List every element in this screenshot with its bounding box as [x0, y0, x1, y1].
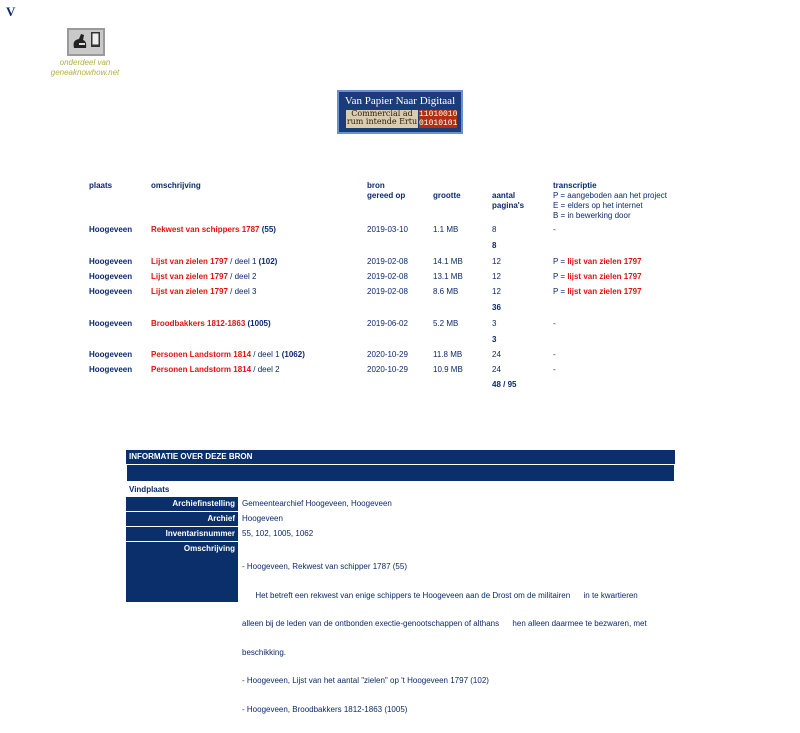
row-trans-link[interactable]: lijst van zielen 1797 — [567, 287, 642, 296]
total-pages: 48 / 95 — [492, 380, 517, 389]
row-suffix: / deel 1 — [227, 257, 257, 266]
header-grootte: grootte — [433, 191, 461, 200]
row-omschrijving — [151, 319, 271, 329]
row-title-link[interactable]: Personen Landstorm 1814 — [151, 365, 252, 374]
row-omschrijving — [151, 287, 256, 297]
subtotal: 8 — [492, 241, 497, 250]
row-code: (1062) — [279, 350, 305, 359]
label-archief: Archief — [126, 512, 238, 526]
row-date: 2020-10-29 — [367, 365, 408, 374]
banner-bits-line2: 01010101 — [419, 119, 458, 128]
header-bron-line1: bron — [367, 181, 385, 190]
row-plaats: Hoogeveen — [89, 319, 133, 328]
row-date: 2020-10-29 — [367, 350, 408, 359]
label-inventarisnummer: Inventarisnummer — [126, 527, 238, 541]
row-date: 2019-02-08 — [367, 287, 408, 296]
subtotal: 36 — [492, 303, 501, 312]
top-letter: V — [6, 4, 16, 19]
banner-bits-line1: 11010010 — [419, 110, 458, 119]
row-plaats: Hoogeveen — [89, 350, 133, 359]
header-transcriptie-label: transcriptie — [553, 181, 597, 190]
row-suffix: / deel 3 — [227, 287, 257, 296]
header-bron-line2: gereed op — [367, 191, 406, 200]
row-omschrijving — [151, 350, 305, 360]
row-pages: 8 — [492, 225, 497, 234]
row-title-link[interactable]: Rekwest van schippers 1787 — [151, 225, 260, 234]
genealogy-logo-icon[interactable] — [67, 28, 105, 56]
logo-caption-line2: geneaknowhow.net — [50, 68, 120, 77]
omschrijving-line: - Hoogeveen, Lijst van het aantal "zielen" op 't Hoogeveen 1797 (102) — [242, 676, 489, 685]
logo-caption-line1: onderdeel van — [59, 58, 111, 67]
info-title: INFORMATIE OVER DEZE BRON — [126, 450, 675, 464]
logo-caption[interactable] — [30, 58, 140, 78]
row-size: 5.2 MB — [433, 319, 459, 328]
label-archiefinstelling: Archiefinstelling — [126, 497, 238, 511]
omschrijving-line: beschikking. — [242, 647, 287, 657]
row-transcriptie — [553, 365, 556, 375]
row-suffix: / deel 2 — [227, 272, 257, 281]
row-title-link[interactable]: Personen Landstorm 1814 — [151, 350, 252, 359]
info-spacer-bar — [126, 464, 675, 482]
value-omschrijving — [242, 543, 647, 733]
subtotal: 3 — [492, 335, 497, 344]
header-transcriptie — [553, 181, 667, 221]
row-transcriptie — [553, 272, 642, 282]
row-size: 10.9 MB — [433, 365, 463, 374]
row-transcriptie — [553, 287, 642, 297]
row-transcriptie — [553, 257, 642, 267]
row-size: 8.6 MB — [433, 287, 459, 296]
header-bron — [367, 181, 405, 201]
row-title-link[interactable]: Lijst van zielen 1797 — [151, 257, 228, 266]
row-pages: 12 — [492, 287, 501, 296]
header-aantal-line2: pagina's — [492, 201, 525, 210]
row-title-link[interactable]: Lijst van zielen 1797 — [151, 272, 228, 281]
row-date: 2019-03-10 — [367, 225, 408, 234]
row-size: 13.1 MB — [433, 272, 463, 281]
row-trans-prefix: P = — [553, 287, 568, 296]
row-trans-link[interactable]: lijst van zielen 1797 — [567, 257, 642, 266]
info-section-vindplaats: Vindplaats — [129, 485, 170, 494]
banner-binary-image — [419, 110, 457, 128]
header-aantal-line1: aantal — [492, 191, 516, 200]
row-transcriptie — [553, 319, 556, 329]
legend-e: E = elders op het internet — [553, 201, 643, 210]
row-suffix: / deel 2 — [251, 365, 280, 374]
value-inventarisnummer: 55, 102, 1005, 1062 — [242, 529, 314, 538]
row-pages: 12 — [492, 272, 501, 281]
van-papier-naar-digitaal-banner[interactable] — [337, 90, 463, 134]
row-plaats: Hoogeveen — [89, 365, 133, 374]
row-omschrijving — [151, 365, 280, 375]
value-archiefinstelling: Gemeentearchief Hoogeveen, Hoogeveen — [242, 499, 392, 508]
row-title-link[interactable]: Lijst van zielen 1797 — [151, 287, 228, 296]
row-code: (1005) — [245, 319, 271, 328]
row-omschrijving — [151, 257, 277, 267]
row-transcriptie — [553, 225, 556, 235]
legend-p: P = aangeboden aan het project — [553, 191, 667, 200]
row-trans-prefix: P = — [553, 272, 568, 281]
row-pages: 12 — [492, 257, 501, 266]
header-plaats: plaats — [89, 181, 113, 190]
row-pages: 24 — [492, 350, 501, 359]
omschrijving-line: Het betreft een rekwest van enige schippers te Hoogeveen aan de Drost om de militairen in te kwartieren — [242, 590, 638, 600]
header-omschrijving: omschrijving — [151, 181, 201, 190]
legend-b: B = in bewerking door — [553, 211, 631, 220]
banner-title: Van Papier Naar Digitaal — [344, 95, 456, 107]
row-code: (102) — [256, 257, 278, 266]
row-plaats: Hoogeveen — [89, 287, 133, 296]
omschrijving-line: - Hoogeveen, Broodbakkers 1812-1863 (1005) — [242, 704, 408, 714]
row-size: 14.1 MB — [433, 257, 463, 266]
row-transcriptie — [553, 350, 556, 360]
row-pages: 3 — [492, 319, 497, 328]
row-date: 2019-02-08 — [367, 272, 408, 281]
row-trans-prefix: - — [553, 225, 556, 234]
row-pages: 24 — [492, 365, 501, 374]
row-size: 11.8 MB — [433, 350, 463, 359]
value-archief: Hoogeveen — [242, 514, 283, 523]
omschrijving-line: alleen bij de leden van de ontbonden exectie-genootschappen of althans hen alleen daarmee te bezwaren, met — [242, 619, 647, 628]
row-title-link[interactable]: Broodbakkers 1812-1863 — [151, 319, 246, 328]
row-suffix: / deel 1 — [251, 350, 280, 359]
row-trans-link[interactable]: lijst van zielen 1797 — [567, 272, 642, 281]
row-trans-prefix: - — [553, 319, 556, 328]
header-aantal — [492, 191, 524, 211]
row-trans-prefix: - — [553, 365, 556, 374]
row-plaats: Hoogeveen — [89, 272, 133, 281]
row-code: (55) — [259, 225, 276, 234]
row-date: 2019-02-08 — [367, 257, 408, 266]
row-omschrijving — [151, 272, 256, 282]
row-omschrijving — [151, 225, 276, 235]
label-omschrijving: Omschrijving — [126, 542, 238, 602]
row-date: 2019-06-02 — [367, 319, 408, 328]
row-plaats: Hoogeveen — [89, 257, 133, 266]
omschrijving-line: - Hoogeveen, Rekwest van schipper 1787 (55) — [242, 562, 407, 571]
banner-script-image: Commercial ad rum intende Ertu — [346, 110, 418, 126]
row-size: 1.1 MB — [433, 225, 459, 234]
row-plaats: Hoogeveen — [89, 225, 133, 234]
row-trans-prefix: - — [553, 350, 556, 359]
row-trans-prefix: P = — [553, 257, 568, 266]
